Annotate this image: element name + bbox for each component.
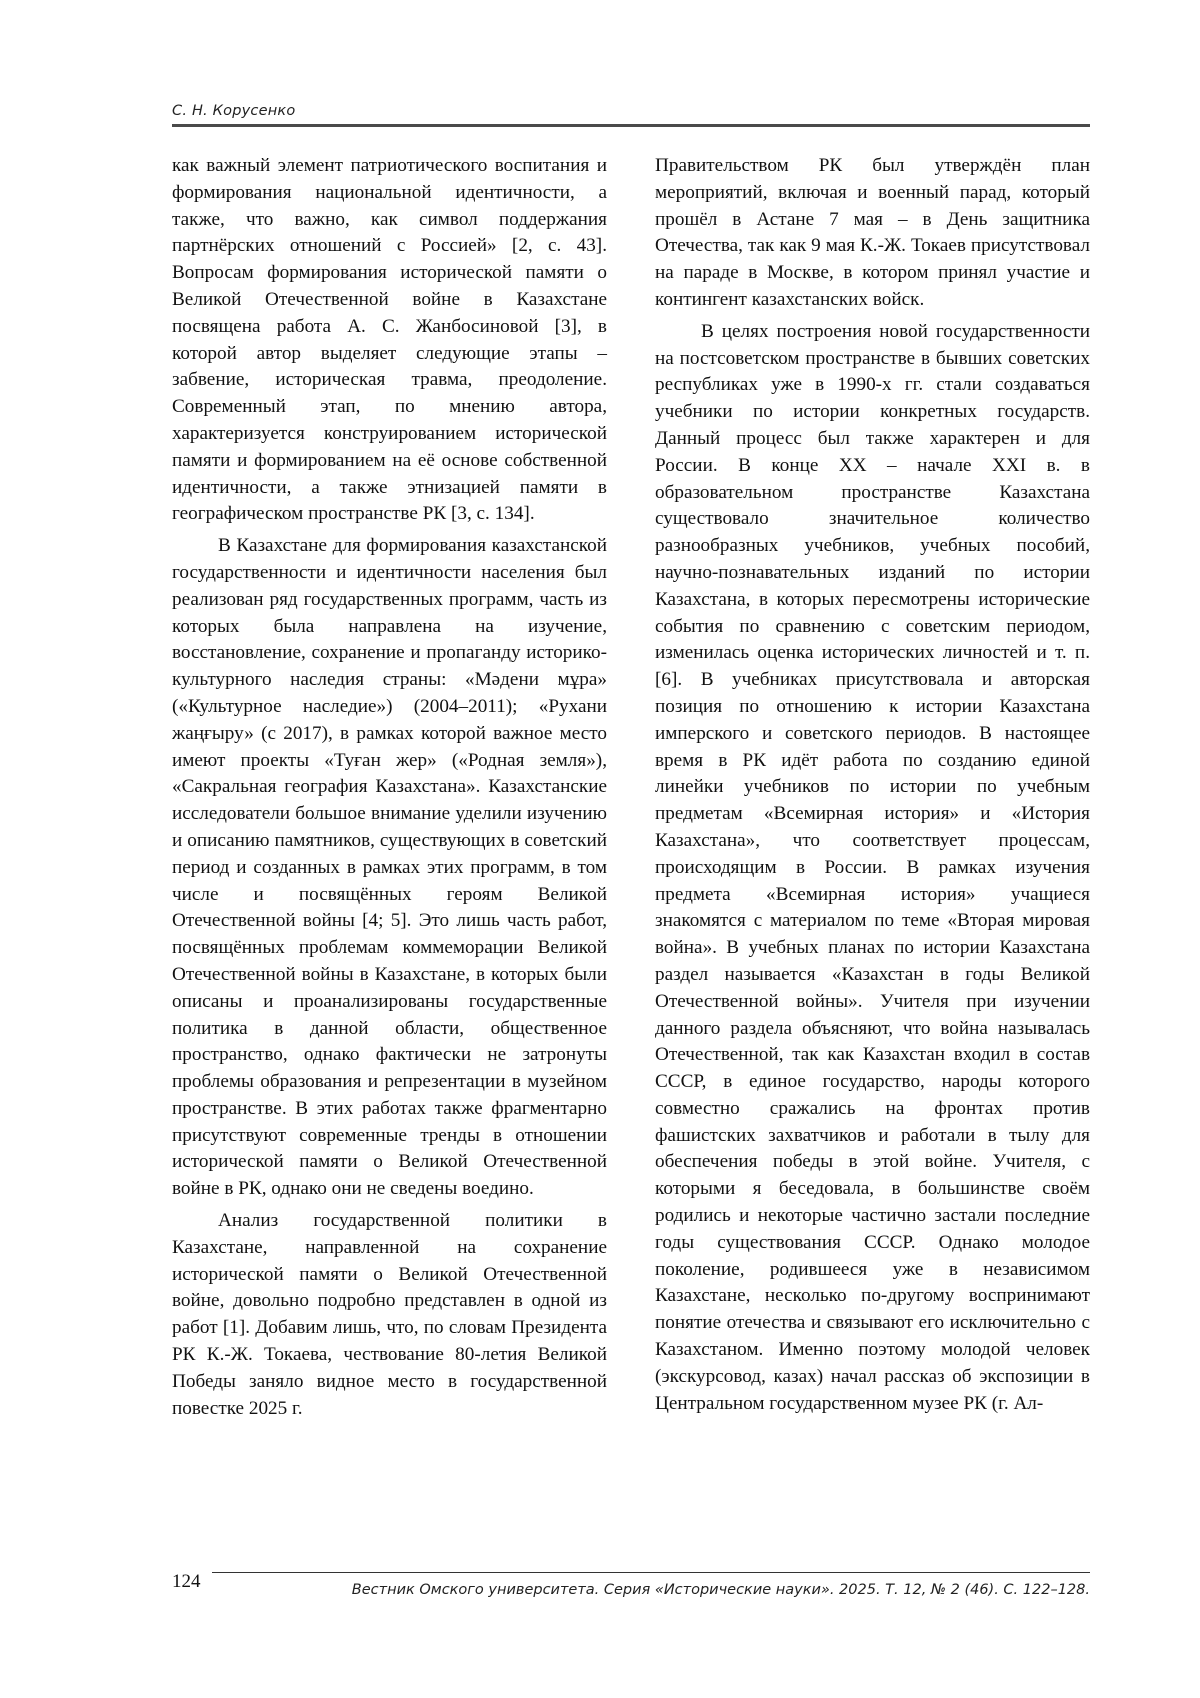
journal-citation: Вестник Омского университета. Серия «Исторические науки». 2025. Т. 12, № 2 (46). С. 122–128. — [351, 1582, 1090, 1598]
paragraph: В целях построения новой государственности на постсоветском пространстве в бывших советских республиках уже в 1990-х гг. стали создаваться учебники по истории конкретных государств. Данный процесс был также характерен и для России. В конце XX – начале XXI в. в образовательном пространстве Казахстана существовало значительное количество разнообразных учебников, учебных пособий, научно-познавательных изданий по истории Казахстана, в которых пересмотрены исторические события по сравнению с советским периодом, изменилась оценка исторических личностей и т. п. [6]. В учебниках присутствовала и авторская позиция по отношению к истории Казахстана имперского и советского периодов. В настоящее время в РК идёт работа по созданию единой линейки учебников по истории по учебным предметам «Всемирная история» и «История Казахстана», что соответствует процессам, происходящим в России. В рамках изучения предмета «Всемирная история» учащиеся знакомятся с материалом по теме «Вторая мировая война». В учебных планах по истории Казахстана раздел называется «Казахстан в годы Великой Отечественной войны». Учителя при изучении данного раздела объясняют, что война называлась Отечественной, так как Казахстан входил в состав СССР, в единое государство, народы которого совместно сражались на фронтах против фашистских захватчиков и работали в тылу для обеспечения победы в этой войне. Учителя, с которыми я беседовала, в большинстве своём родились и некоторые частично застали последние годы существования СССР. Однако молодое поколение, родившееся уже в независимом Казахстане, несколько по-другому воспринимают понятие отечества и связывают его исключительно с Казахстаном. Именно поэтому молодой человек (экскурсовод, казах) начал рассказ об экспозиции в Центральном государственном музее РК (г. Ал- — [655, 320, 1090, 1414]
paragraph: как важный элемент патриотического воспитания и формирования национальной идентичности, а также, что важно, как символ поддержания партнёрских отношений с Россией» [2, с. 43]. Вопросам формирования исторической памяти о Великой Отечественной войне в Казахстане посвящена работа А. С. Жанбосиновой [3], в которой автор выделяет следующие этапы – забвение, историческая травма, преодоление. Современный этап, по мнению автора, характеризуется конструированием исторической памяти и формированием на её основе собственной идентичности, а также этнизацией памяти в географическом пространстве РК [3, с. 134]. — [172, 155, 607, 525]
header-rule — [172, 124, 1090, 127]
paragraph: Правительством РК был утверждён план мероприятий, включая и военный парад, который прошёл в Астане 7 мая – в День защитника Отечества, так как 9 мая К.-Ж. Токаев присутствовал на параде в Москве, в котором принял участие и контингент казахстанских войск. — [655, 155, 1090, 310]
left-column — [172, 153, 607, 1422]
right-column — [655, 153, 1090, 1417]
page-number: 124 — [172, 1571, 201, 1592]
paragraph: Анализ государственной политики в Казахстане, направленной на сохранение исторической памяти о Великой Отечественной войне, довольно подробно представлен в одной из работ [1]. Добавим лишь, что, по словам Президента РК К.-Ж. Токаева, чествование 80-летия Великой Победы заняло видное место в государственной повестке 2025 г. — [172, 1210, 607, 1419]
footer-rule — [212, 1572, 1090, 1573]
running-head: С. Н. Корусенко — [172, 103, 296, 119]
paragraph: В Казахстане для формирования казахстанской государственности и идентичности населения был реализован ряд государственных программ, часть из которых была направлена на изучение, восстановление, сохранение и пропаганду историко-культурного наследия страны: «Мәдени мұра» («Культурное наследие») (2004–2011); «Рухани жаңғыру» (с 2017), в рамках которой важное место имеют проекты «Туған жер» («Родная земля»), «Сакральная география Казахстана». Казахстанские исследователи большое внимание уделили изучению и описанию памятников, существующих в советский период и созданных в рамках этих программ, в том числе и посвящённых героям Великой Отечественной войны [4; 5]. Это лишь часть работ, посвящённых проблемам коммеморации Великой Отечественной войны в Казахстане, в которых были описаны и проанализированы государственные политика в данной области, общественное пространство, однако фактически не затронуты проблемы образования и репрезентации в музейном пространстве. В этих работах также фрагментарно присутствуют современные тренды в отношении исторической памяти о Великой Отечественной войне в РК, однако они не сведены воедино. — [172, 535, 607, 1200]
